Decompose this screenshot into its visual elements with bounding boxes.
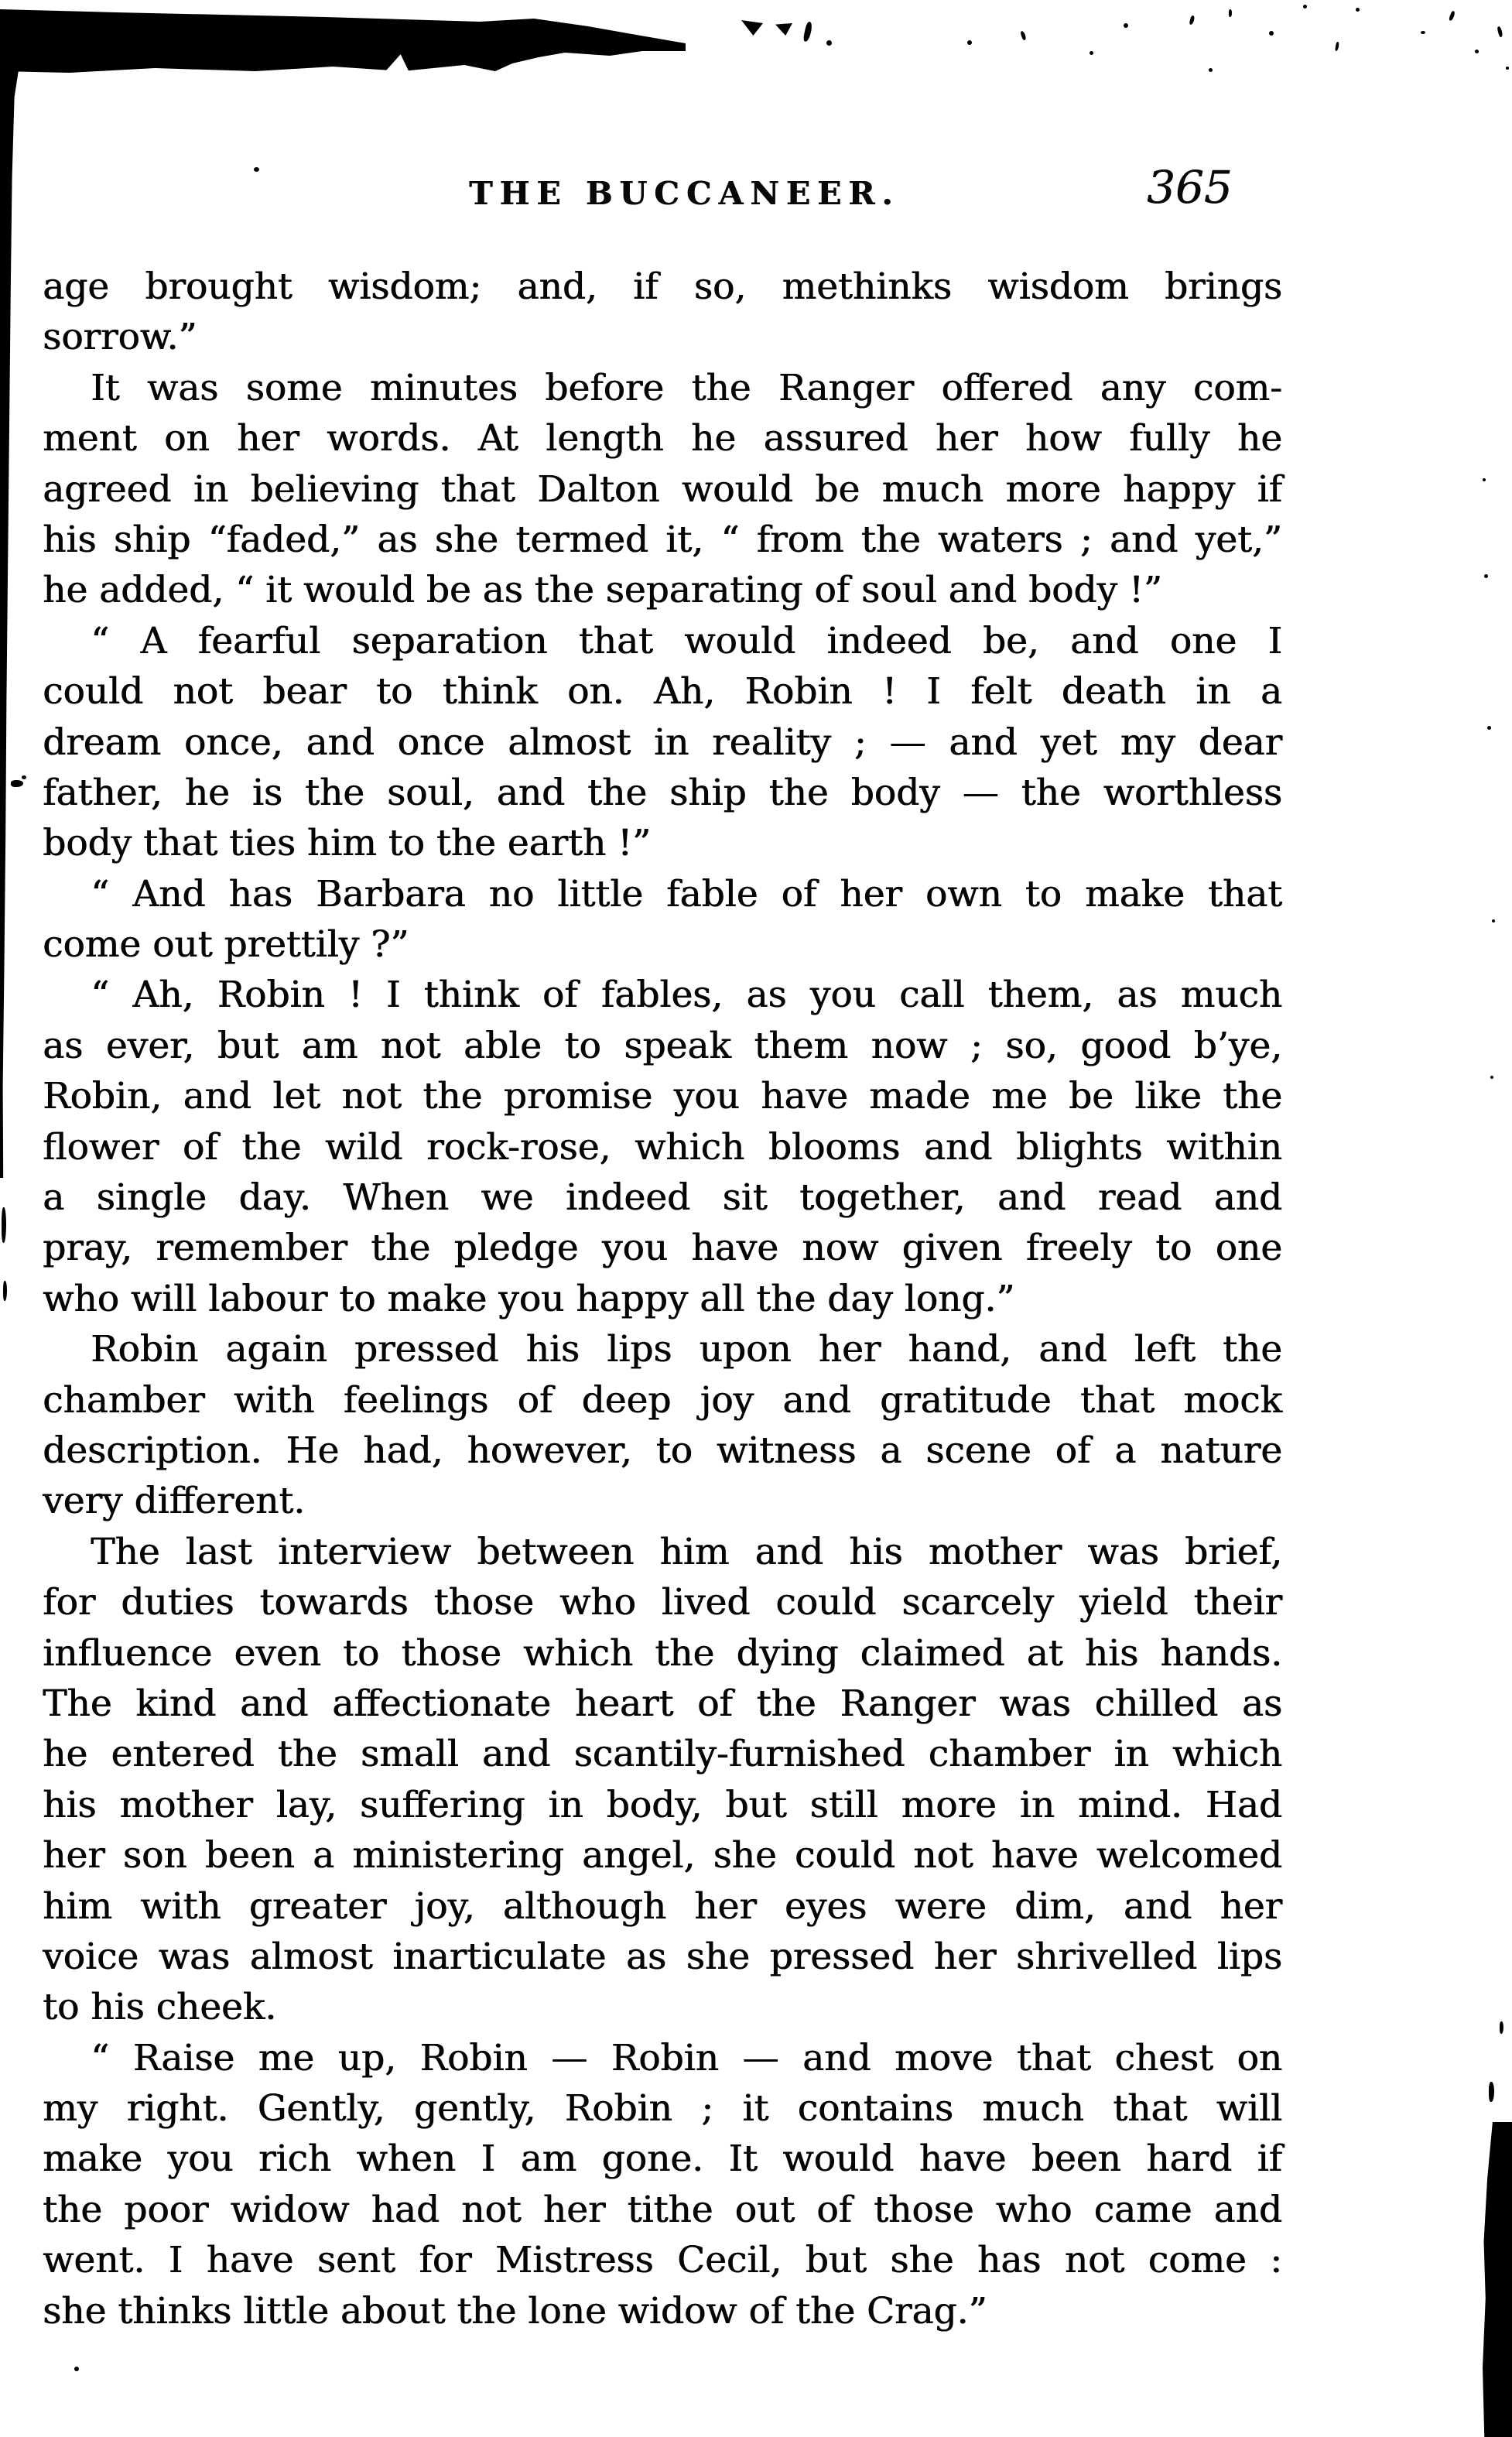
text-line: Robin, and let not the promise you have made me be like the <box>43 1075 1282 1118</box>
text-line: “ Raise me up, Robin — Robin — and move that chest on <box>91 2036 1282 2079</box>
text-line: she thinks little about the lone widow of the Crag.” <box>43 2289 987 2333</box>
text-line: dream once, and once almost in reality ; — and yet my dear <box>43 720 1282 764</box>
text-line: a single day. When we indeed sit together, and read and <box>43 1176 1282 1220</box>
text-line: body that ties him to the earth !” <box>43 822 651 865</box>
text-line: “ A fearful separation that would indeed be, and one I <box>91 619 1282 662</box>
text-line: It was some minutes before the Ranger offered any com- <box>91 366 1282 409</box>
text-line: as ever, but am not able to speak them now ; so, good b’ye, <box>43 1024 1282 1067</box>
text-line: the poor widow had not her tithe out of those who came and <box>43 2188 1282 2231</box>
text-line: his mother lay, suffering in body, but still more in mind. Had <box>43 1783 1282 1826</box>
running-head-title: THE BUCCANEER. <box>469 175 900 212</box>
text-line: “ Ah, Robin ! I think of fables, as you call them, as much <box>91 974 1282 1017</box>
text-line: agreed in believing that Dalton would be much more happy if <box>43 467 1282 511</box>
text-line: voice was almost inarticulate as she pressed her shrivelled lips <box>43 1935 1282 1978</box>
text-line: his ship “faded,” as she termed it, “ from the waters ; and yet,” <box>43 518 1282 561</box>
text-line: ment on her words. At length he assured her how fully he <box>43 417 1282 460</box>
text-line: flower of the wild rock-rose, which blooms and blights within <box>43 1125 1282 1169</box>
text-line: he entered the small and scantily-furnished chamber in which <box>43 1733 1282 1776</box>
scan-artifact-right-bar <box>1483 2122 1512 2437</box>
page-number: 365 <box>1147 161 1233 214</box>
text-line: him with greater joy, although her eyes were dim, and her <box>43 1884 1282 1928</box>
body-text <box>43 262 1282 2336</box>
text-line: for duties towards those who lived could scarcely yield their <box>43 1581 1282 1624</box>
text-line: description. He had, however, to witness a scene of a nature <box>43 1429 1282 1472</box>
text-line: pray, remember the pledge you have now given freely to one <box>43 1227 1282 1270</box>
text-line: The last interview between him and his mother was brief, <box>91 1530 1282 1573</box>
text-line: who will labour to make you happy all the day long.” <box>43 1277 1015 1320</box>
scan-artifact-top-band-notch <box>385 53 412 74</box>
scan-artifact-left-gutter <box>0 40 23 1178</box>
text-line: could not bear to think on. Ah, Robin ! I felt death in a <box>43 670 1282 714</box>
text-line: age brought wisdom; and, if so, methinks wisdom brings <box>43 265 1282 308</box>
text-line: my right. Gently, gently, Robin ; it contains much that will <box>43 2087 1282 2131</box>
text-line: he added, “ it would be as the separating of soul and body !” <box>43 569 1162 612</box>
scan-artifact-top-band <box>0 6 689 84</box>
text-line: “ And has Barbara no little fable of her own to make that <box>91 872 1282 916</box>
text-line: father, he is the soul, and the ship the body — the worthless <box>43 771 1282 814</box>
text-line: come out prettily ?” <box>43 923 409 967</box>
text-line: very different. <box>43 1480 306 1523</box>
text-line: The kind and affectionate heart of the Ranger was chilled as <box>43 1682 1282 1725</box>
text-line: make you rich when I am gone. It would have been hard if <box>43 2138 1282 2181</box>
text-line: influence even to those which the dying claimed at his hands. <box>43 1631 1282 1675</box>
text-line: her son been a ministering angel, she could not have welcomed <box>43 1834 1282 1877</box>
text-line: sorrow.” <box>43 316 197 359</box>
text-line: to his cheek. <box>43 1986 277 2029</box>
text-line: Robin again pressed his lips upon her hand, and left the <box>91 1328 1282 1371</box>
text-line: went. I have sent for Mistress Cecil, but she has not come : <box>43 2239 1282 2282</box>
text-line: chamber with feelings of deep joy and gratitude that mock <box>43 1378 1282 1422</box>
